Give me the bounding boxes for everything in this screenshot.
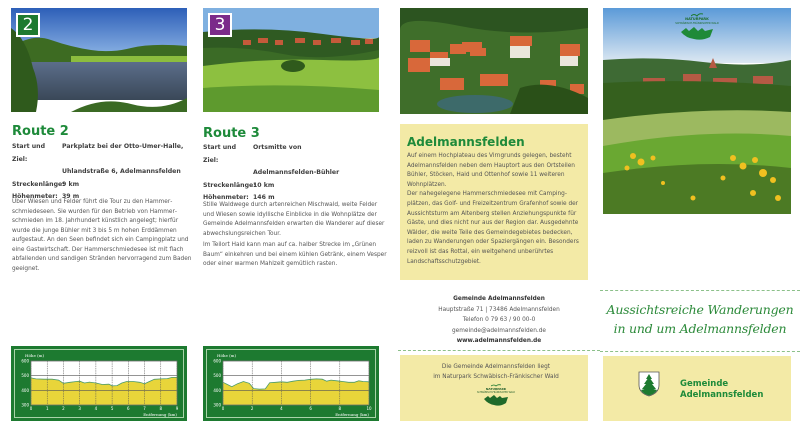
route-3-panel (198, 0, 398, 427)
x-tick-label: 5 (110, 406, 114, 411)
naturpark-emblem-icon (679, 27, 715, 41)
contact-website[interactable]: www.adelmannsfelden.de (456, 338, 542, 345)
naturpark-logo-title: NATURPARK (485, 387, 507, 391)
y-tick-label: 400 (213, 387, 221, 393)
x-tick-label: 0 (221, 406, 225, 411)
municipality-name (680, 379, 763, 401)
x-tick-label: 0 (29, 406, 33, 411)
x-tick-label: 8 (159, 406, 163, 411)
naturpark-logo-subtitle: SCHWÄBISCH-FRÄNKISCHER WALD (476, 391, 516, 394)
route-3-elevation-chart (203, 346, 379, 421)
contact-block (398, 294, 600, 347)
length-value: 10 km (253, 181, 275, 189)
x-tick-label: 1 (45, 406, 49, 411)
y-tick-label: 400 (21, 387, 29, 393)
y-tick-label: 600 (213, 358, 221, 364)
x-tick-label: 6 (127, 406, 130, 411)
naturpark-logo-cover (657, 13, 737, 53)
x-tick-label: 7 (143, 406, 146, 411)
cover-logo-subtitle: SCHWÄBISCH-FRÄNKISCHER WALD (675, 22, 719, 25)
route-3-paragraph: Stille Waldwege durch artenreichen Mischwald, weite Felder und Wiesen sowie idyllische Einblicke in die Wohnplätze der Gemeinde Adelmannsfelden erwarten die Wanderer auf dieser abwechslungsreichen Tour. (203, 202, 385, 237)
route-3-photo-meadow (203, 8, 379, 112)
y-tick-label: 300 (213, 402, 221, 408)
cover-title (600, 300, 800, 338)
start-label: Start und Ziel: (12, 143, 45, 163)
y-tick-label: 300 (21, 402, 29, 408)
start-value: Ortsmitte von (253, 144, 302, 151)
x-tick-label: 3 (78, 406, 81, 411)
naturpark-logo-small (466, 384, 526, 420)
elevation-label: Höhenmeter: (12, 193, 58, 200)
y-axis-label: Höhe (m) (217, 353, 237, 358)
contact-email[interactable]: gemeinde@adelmannsfelden.de (452, 327, 546, 334)
length-label: Streckenlänge: (12, 180, 65, 188)
naturpark-line-2: im Naturpark Schwäbisch-Fränkischer Wald (433, 374, 559, 380)
y-tick-label: 500 (213, 373, 221, 379)
divider (398, 350, 600, 351)
y-axis-label: Höhe (m) (25, 353, 45, 358)
about-paragraph: Der nahegelegene Hammerschmiedesee mit Campingplätzen, das Golf- und Freizeitzentrum Grafenhof sowie der Aussichtsturm am Altenberg stellen Anziehungspunkte für Gäste, und dies nicht nur aus der Region dar. Ausgedehnte Wälder, die weite Teile des Gemeindegebietes bedecken, laden zu Wanderungen oder Spaziergängen ein. Besonders reizvoll ist das Rottal, ein weitgehend unberührtes Landschaftsschutzgebiet. (407, 191, 579, 265)
naturpark-emblem-icon (482, 395, 510, 407)
route-2-paragraph: Über Wiesen und Felder führt die Tour zu den Hammerschmiedeseen. Sie wurden für den Betrieb von Hammerschmieden im 18. Jahrhundert künstlich angelegt; hierfür wurde die junge Bühler mit 3 bis 5 m hohen Erddämmen aufgestaut. An den Seen befindet sich ein Campingplatz und eine Gastwirtschaft. Der Hammerschmiedesee ist mit flach abfallenden und sandigen Stränden hervorragend zum Baden geeignet. (12, 199, 192, 272)
x-tick-label: 8 (338, 406, 342, 411)
x-axis-label: Entfernung (km) (143, 412, 177, 417)
y-tick-label: 500 (21, 373, 29, 379)
x-tick-label: 2 (250, 406, 254, 411)
contact-phone: Telefon 0 79 63 / 90 00-0 (462, 317, 536, 324)
length-label: Streckenlänge: (203, 181, 256, 189)
cover-title-line-2: in und um Adelmannsfelden (613, 321, 787, 336)
y-tick-label: 600 (21, 358, 29, 364)
start-value: Parkplatz bei der Otto-Umer-Halle, (62, 143, 184, 150)
route-3-facts (203, 142, 393, 205)
coat-of-arms-fir-tree-icon (638, 371, 660, 397)
cover-photo-meadow (603, 8, 791, 214)
start-value-2: Uhlandstraße 6, Adelmannsfelden (62, 168, 181, 175)
x-axis-label: Entfernung (km) (335, 412, 369, 417)
route-2-facts (12, 141, 192, 204)
about-panel (398, 0, 600, 427)
route-2-elevation-chart (11, 346, 187, 421)
route-3-paragraph: Im Teilort Haid kann man auf ca. halber Strecke im „Grünen Baum“ einkehren und bei einem kühlen Getränk, einem Vesper oder einer warmen Mahlzeit gemütlich rasten. (203, 242, 387, 267)
route-2-description (12, 198, 192, 276)
municipality-line-2: Adelmannsfelden (680, 390, 764, 400)
route-2-photo-lake (11, 8, 187, 112)
x-tick-label: 6 (309, 406, 312, 411)
route-2-number-badge: 2 (16, 13, 40, 37)
length-value: 9 km (62, 180, 80, 188)
route-2-panel (0, 0, 198, 427)
municipality-line-1: Gemeinde (680, 379, 729, 389)
elevation-label: Höhenmeter: (203, 194, 249, 201)
route-2-title: Route 2 (12, 124, 69, 139)
aerial-village-photo (400, 8, 588, 114)
elevation-value: 146 m (253, 194, 275, 201)
naturpark-text (398, 362, 594, 382)
about-text (407, 152, 585, 267)
x-tick-label: 2 (62, 406, 65, 411)
route-3-number-badge: 3 (208, 13, 232, 37)
route-3-description (203, 201, 388, 272)
contact-address: Hauptstraße 71 | 73486 Adelmannsfelden (438, 306, 560, 313)
x-tick-label: 4 (280, 406, 283, 411)
route-3-elevation-profile (203, 346, 379, 421)
elevation-area (223, 379, 369, 405)
about-paragraph: Auf einem Hochplateau des Virngrunds gelegen, besteht Adelmannsfelden neben dem Hauptort aus den Ortsteilen Bühler, Stöcken, Haid und Ottenhof sowie 11 weiteren Wohnplätzen. (407, 153, 575, 188)
naturpark-line-1: Die Gemeinde Adelmannsfelden liegt (441, 364, 551, 370)
route-2-elevation-profile (11, 346, 187, 421)
divider (600, 351, 800, 352)
x-tick-label: 4 (94, 406, 98, 411)
contact-name: Gemeinde Adelmannsfelden (453, 296, 545, 302)
cover-logo-title: NATURPARK (685, 17, 709, 21)
cover-panel (600, 0, 800, 427)
cover-title-line-1: Aussichtsreiche Wanderungen (606, 302, 794, 317)
divider (600, 290, 800, 291)
route-3-title: Route 3 (203, 126, 260, 141)
start-value-2: Adelmannsfelden-Bühler (253, 169, 340, 176)
x-tick-label: 10 (366, 406, 372, 411)
about-title: Adelmannsfelden (407, 135, 525, 149)
x-tick-label: 9 (175, 406, 179, 411)
elevation-value: 39 m (62, 193, 80, 200)
start-label: Start und Ziel: (203, 144, 236, 164)
